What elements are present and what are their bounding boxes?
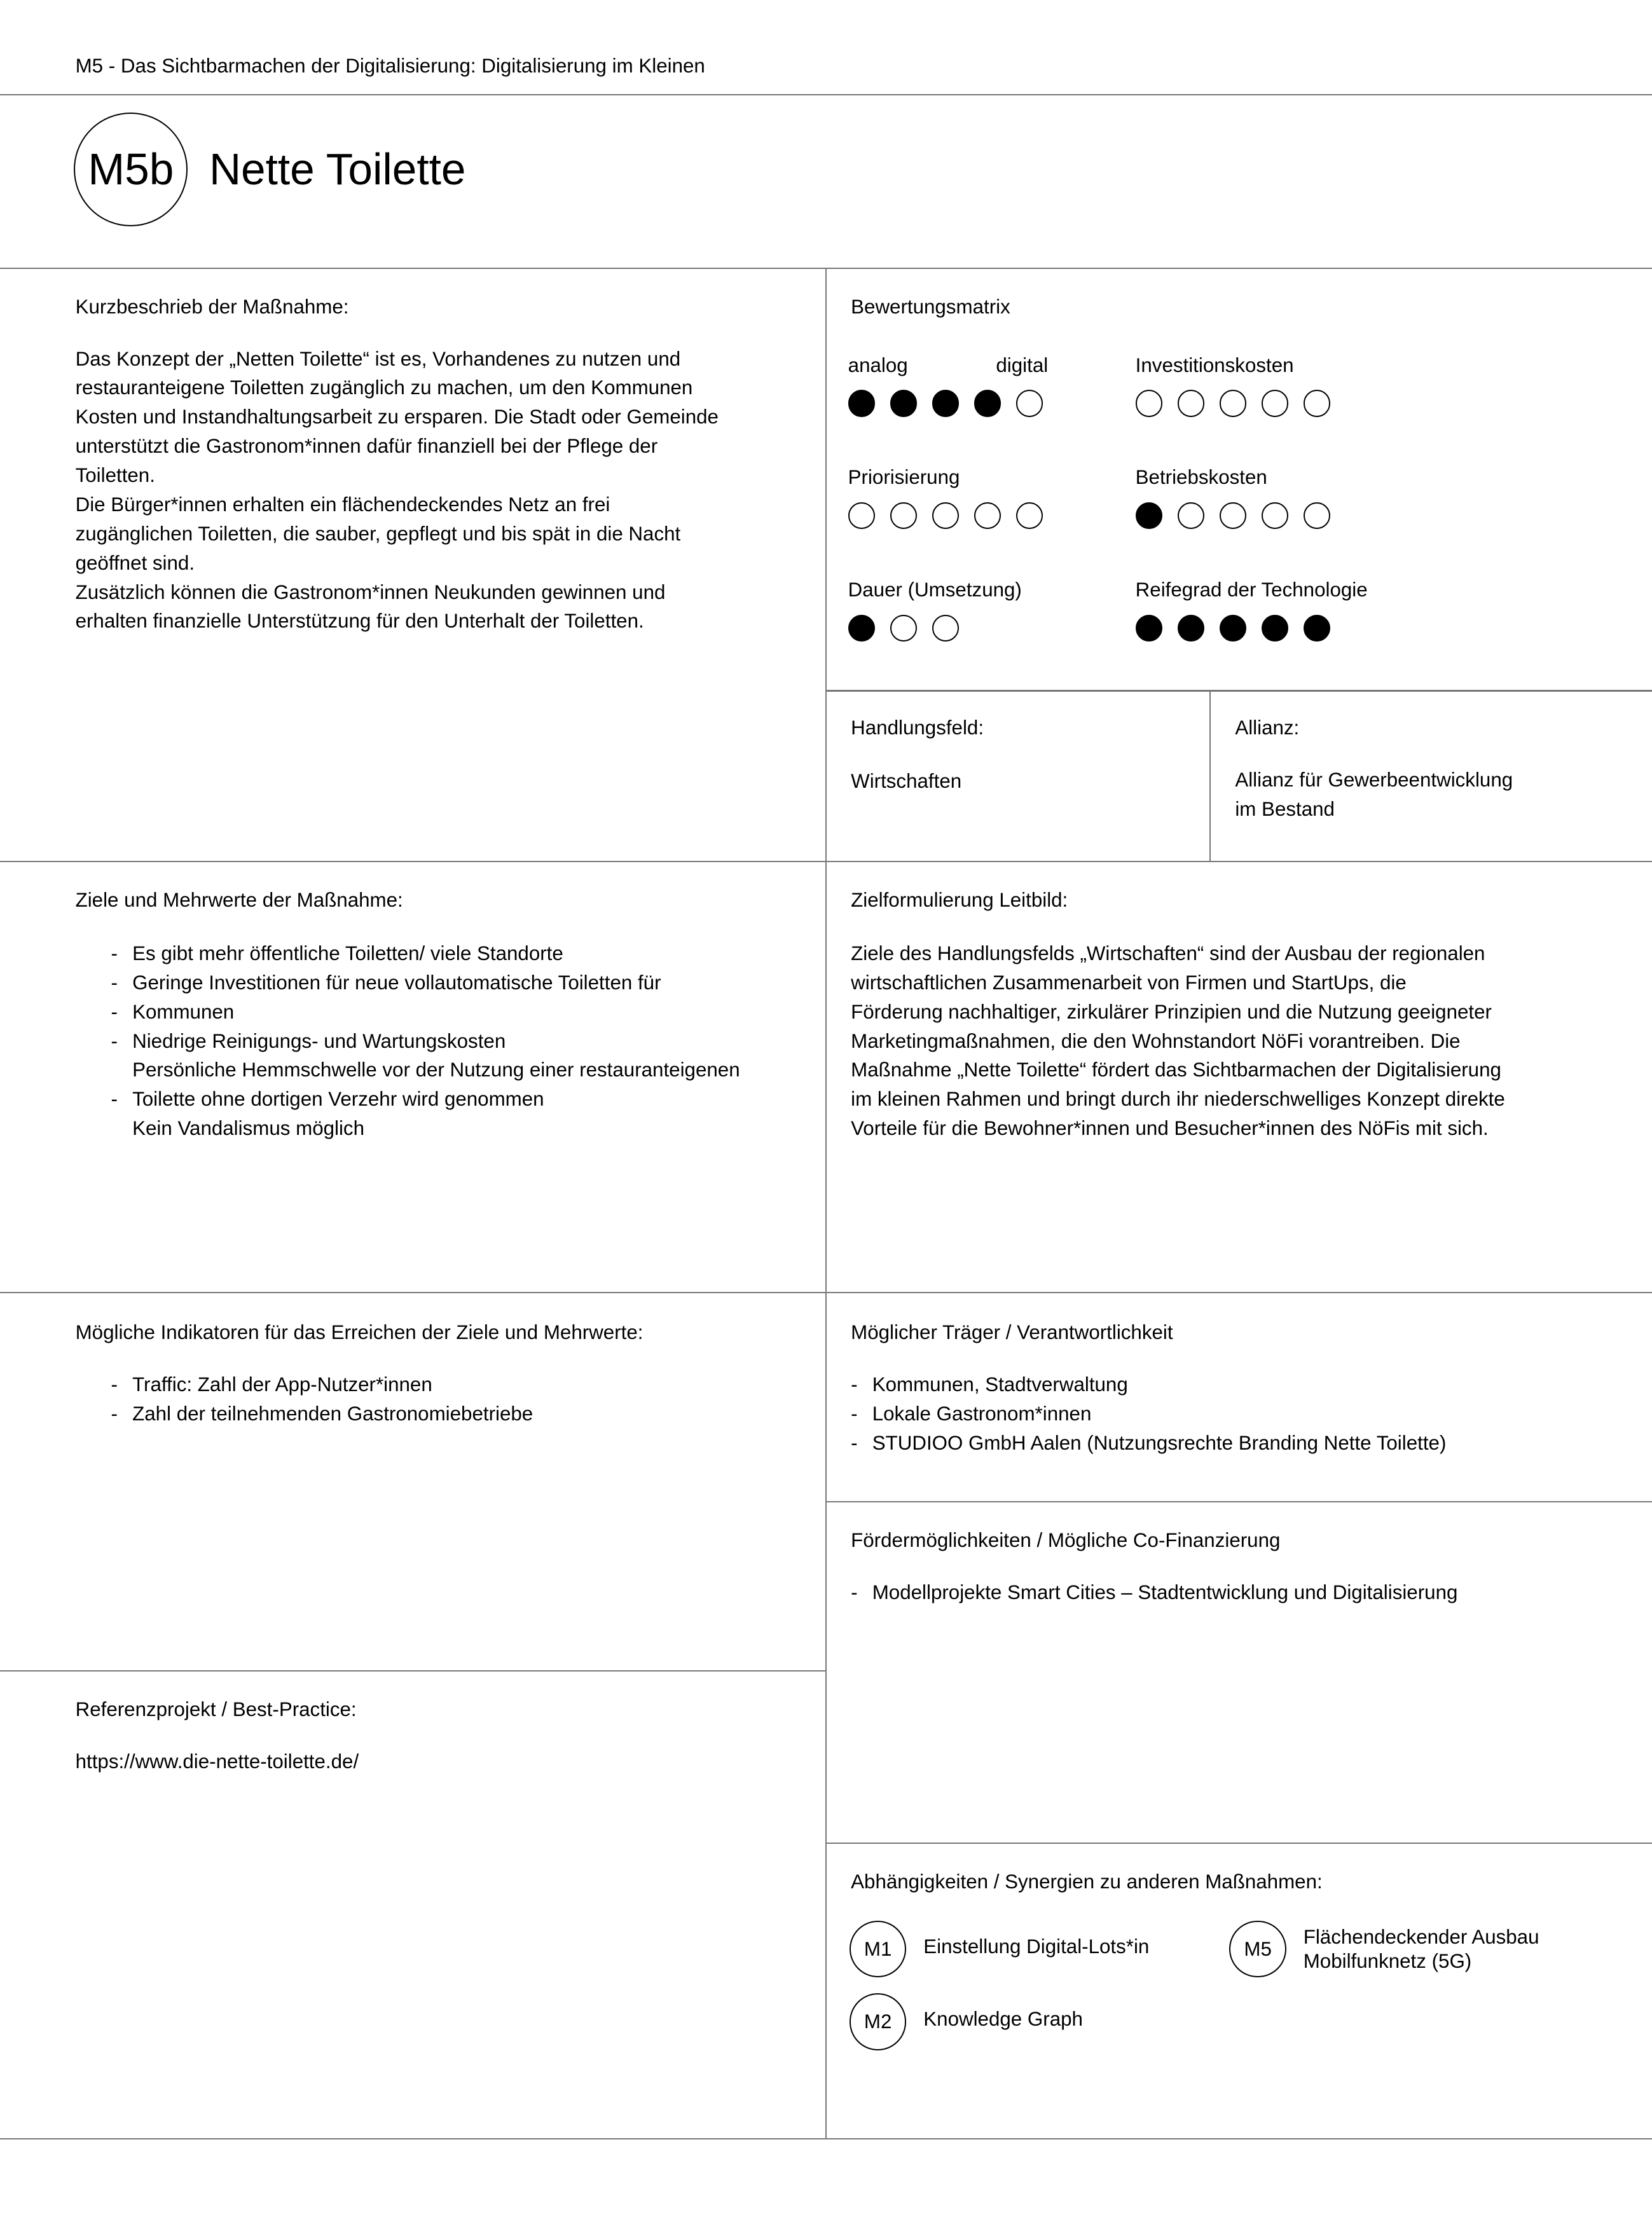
rating-dot-filled: [890, 390, 918, 417]
measure-link-label: Einstellung Digital-Lots*in: [923, 1935, 1150, 1958]
text-line: Marketingmaßnahmen, die den Wohnstandort NöFi vorantreiben. Die: [851, 1029, 1461, 1052]
rating-dot-empty: [974, 502, 1002, 530]
rating-label: Dauer (Umsetzung): [848, 579, 1022, 601]
text-line: unterstützt die Gastronom*innen dafür finanziell bei der Pflege der: [75, 435, 658, 458]
list-item: - Kommunen, Stadtverwaltung: [851, 1370, 1446, 1399]
text-line: geöffnet sind.: [75, 551, 195, 574]
referenz-link[interactable]: https://www.die-nette-toilette.de/: [75, 1750, 359, 1773]
list-item: - Lokale Gastronom*innen: [851, 1399, 1446, 1429]
divider: [0, 861, 1652, 862]
page-title: Nette Toilette: [209, 144, 466, 194]
text-line: Das Konzept der „Netten Toilette“ ist es, Vorhandenes zu nutzen und: [75, 347, 681, 370]
rating-dot-filled: [1304, 615, 1331, 642]
text-line: Ziele des Handlungsfelds „Wirtschaften“ sind der Ausbau der regionalen: [851, 942, 1485, 964]
section-title-allianz: Allianz:: [1235, 717, 1300, 739]
text-line: wirtschaftlichen Zusammenarbeit von Firmen und StartUps, die: [851, 971, 1407, 994]
section-title-referenz: Referenzprojekt / Best-Practice:: [75, 1698, 357, 1721]
measure-link-label: Mobilfunknetz (5G): [1303, 1949, 1472, 1972]
rating-dot-empty: [848, 502, 876, 530]
kurzbeschrieb-text: [76, 345, 719, 636]
rating-label: Betriebskosten: [1135, 466, 1267, 489]
rating-label: Investitionskosten: [1135, 354, 1294, 376]
rating-dot-filled: [932, 390, 960, 417]
text-line: Toiletten.: [75, 464, 155, 487]
list-item: - Geringe Investitionen für neue vollautomatische Toiletten für: [111, 968, 740, 998]
rating-dot-empty: [1016, 502, 1043, 530]
rating-dot-empty: [1304, 390, 1331, 417]
traeger-list: [851, 1370, 1446, 1458]
rating-dot-empty: [890, 502, 918, 530]
rating-dot-filled: [974, 390, 1002, 417]
divider: [0, 94, 1652, 95]
rating-dot-empty: [1304, 502, 1331, 530]
breadcrumb: M5 - Das Sichtbarmachen der Digitalisierung: Digitalisierung im Kleinen: [75, 54, 705, 77]
divider: [825, 268, 827, 2139]
list-item: - Traffic: Zahl der App-Nutzer*innen: [111, 1370, 533, 1399]
measure-link-label: Knowledge Graph: [923, 2008, 1083, 2031]
divider: [0, 2138, 1652, 2139]
divider: [1209, 690, 1211, 861]
text-line: restauranteigene Toiletten zugänglich zu machen, um den Kommunen: [75, 376, 693, 399]
rating-dauer-umsetzung-: [848, 615, 960, 642]
rating-dot-empty: [1262, 390, 1289, 417]
section-title-leitbild: Zielformulierung Leitbild:: [851, 889, 1068, 912]
measure-badge-m1: M1: [850, 1921, 907, 1978]
measure-link-label: Flächendeckender Ausbau: [1303, 1925, 1539, 1948]
rating-dot-empty: [1220, 390, 1247, 417]
rating-dot-filled: [1136, 615, 1163, 642]
measure-code-badge: M5b: [74, 113, 188, 226]
analog-label: analog: [848, 354, 908, 376]
divider: [825, 1843, 1652, 1844]
rating-dot-empty: [890, 615, 918, 642]
divider: [825, 1501, 1652, 1502]
rating-reifegrad-der-technologie: [1136, 615, 1331, 642]
rating-dot-filled: [1136, 502, 1163, 530]
section-title-abhaengigkeiten: Abhängigkeiten / Synergien zu anderen Maßnahmen:: [851, 1871, 1323, 1893]
rating-dot-empty: [932, 615, 960, 642]
text-line: zugänglichen Toiletten, die sauber, gepflegt und bis spät in die Nacht: [75, 522, 681, 545]
rating-dot-filled: [1220, 615, 1247, 642]
rating-dot-filled: [848, 615, 876, 642]
rating-label: Reifegrad der Technologie: [1135, 579, 1368, 601]
text-line: Förderung nachhaltiger, zirkulärer Prinzipien und die Nutzung geeigneter: [851, 1000, 1492, 1023]
rating-label: Priorisierung: [848, 466, 960, 489]
rating-dot-filled: [1262, 615, 1289, 642]
rating-analog-digital: [848, 390, 1043, 417]
measure-badge-m2: M2: [850, 1993, 907, 2050]
rating-dot-empty: [1178, 390, 1205, 417]
rating-dot-empty: [1262, 502, 1289, 530]
measure-badge-m5: M5: [1229, 1921, 1286, 1978]
rating-dot-empty: [1016, 390, 1043, 417]
rating-dot-empty: [1136, 390, 1163, 417]
divider: [825, 690, 1652, 691]
section-title-kurzbeschrieb: Kurzbeschrieb der Maßnahme:: [75, 295, 349, 318]
list-item: - Zahl der teilnehmenden Gastronomiebetriebe: [111, 1399, 533, 1429]
ziele-list: [111, 939, 740, 1143]
text-line: Vorteile für die Bewohner*innen und Besucher*innen des NöFis mit sich.: [851, 1117, 1489, 1140]
section-title-foerder: Fördermöglichkeiten / Mögliche Co-Finanzierung: [851, 1529, 1281, 1552]
text-line: Kosten und Instandhaltungsarbeit zu ersparen. Die Stadt oder Gemeinde: [75, 406, 719, 429]
rating-dot-filled: [1178, 615, 1205, 642]
rating-dot-empty: [1220, 502, 1247, 530]
section-title-bewertungsmatrix: Bewertungsmatrix: [851, 295, 1010, 318]
rating-dot-empty: [932, 502, 960, 530]
indikatoren-list: [111, 1370, 533, 1429]
rating-betriebskosten: [1136, 502, 1331, 530]
text-line: Zusätzlich können die Gastronom*innen Neukunden gewinnen und: [75, 580, 666, 603]
text-line: im kleinen Rahmen und bringt durch ihr niederschwelliges Konzept direkte: [851, 1088, 1505, 1111]
list-item: - Es gibt mehr öffentliche Toiletten/ viele Standorte: [111, 939, 740, 968]
list-item: Persönliche Hemmschwelle vor der Nutzung einer restauranteigenen: [132, 1059, 740, 1081]
rating-investitionskosten: [1136, 390, 1331, 417]
text-line: Maßnahme „Nette Toilette“ fördert das Sichtbarmachen der Digitalisierung: [851, 1059, 1501, 1081]
allianz-line: Allianz für Gewerbeentwicklung: [1235, 768, 1513, 791]
handlungsfeld-value: Wirtschaften: [851, 770, 962, 793]
list-item: - Kommunen: [111, 998, 740, 1027]
text-line: erhalten finanzielle Unterstützung für den Unterhalt der Toiletten.: [75, 610, 644, 633]
section-title-ziele: Ziele und Mehrwerte der Maßnahme:: [75, 889, 403, 912]
divider: [0, 1670, 825, 1672]
section-title-indikatoren: Mögliche Indikatoren für das Erreichen der Ziele und Mehrwerte:: [75, 1321, 644, 1344]
foerder-list: [851, 1578, 1457, 1607]
leitbild-text: [851, 939, 1505, 1143]
rating-priorisierung: [848, 502, 1043, 530]
list-item: Kein Vandalismus möglich: [132, 1117, 365, 1140]
rating-dot-filled: [848, 390, 876, 417]
rating-dot-empty: [1178, 502, 1205, 530]
section-title-traeger: Möglicher Träger / Verantwortlichkeit: [851, 1321, 1173, 1344]
digital-label: digital: [996, 354, 1049, 376]
text-line: Die Bürger*innen erhalten ein flächendeckendes Netz an frei: [75, 493, 610, 516]
divider: [0, 1292, 1652, 1293]
allianz-line: im Bestand: [1235, 797, 1335, 820]
section-title-handlungsfeld: Handlungsfeld:: [851, 717, 984, 739]
list-item: - Toilette ohne dortigen Verzehr wird genommen: [111, 1085, 740, 1114]
list-item: - Modellprojekte Smart Cities – Stadtentwicklung und Digitalisierung: [851, 1578, 1457, 1607]
list-item: - Niedrige Reinigungs- und Wartungskosten: [111, 1027, 740, 1056]
list-item: - STUDIOO GmbH Aalen (Nutzungsrechte Branding Nette Toilette): [851, 1429, 1446, 1458]
